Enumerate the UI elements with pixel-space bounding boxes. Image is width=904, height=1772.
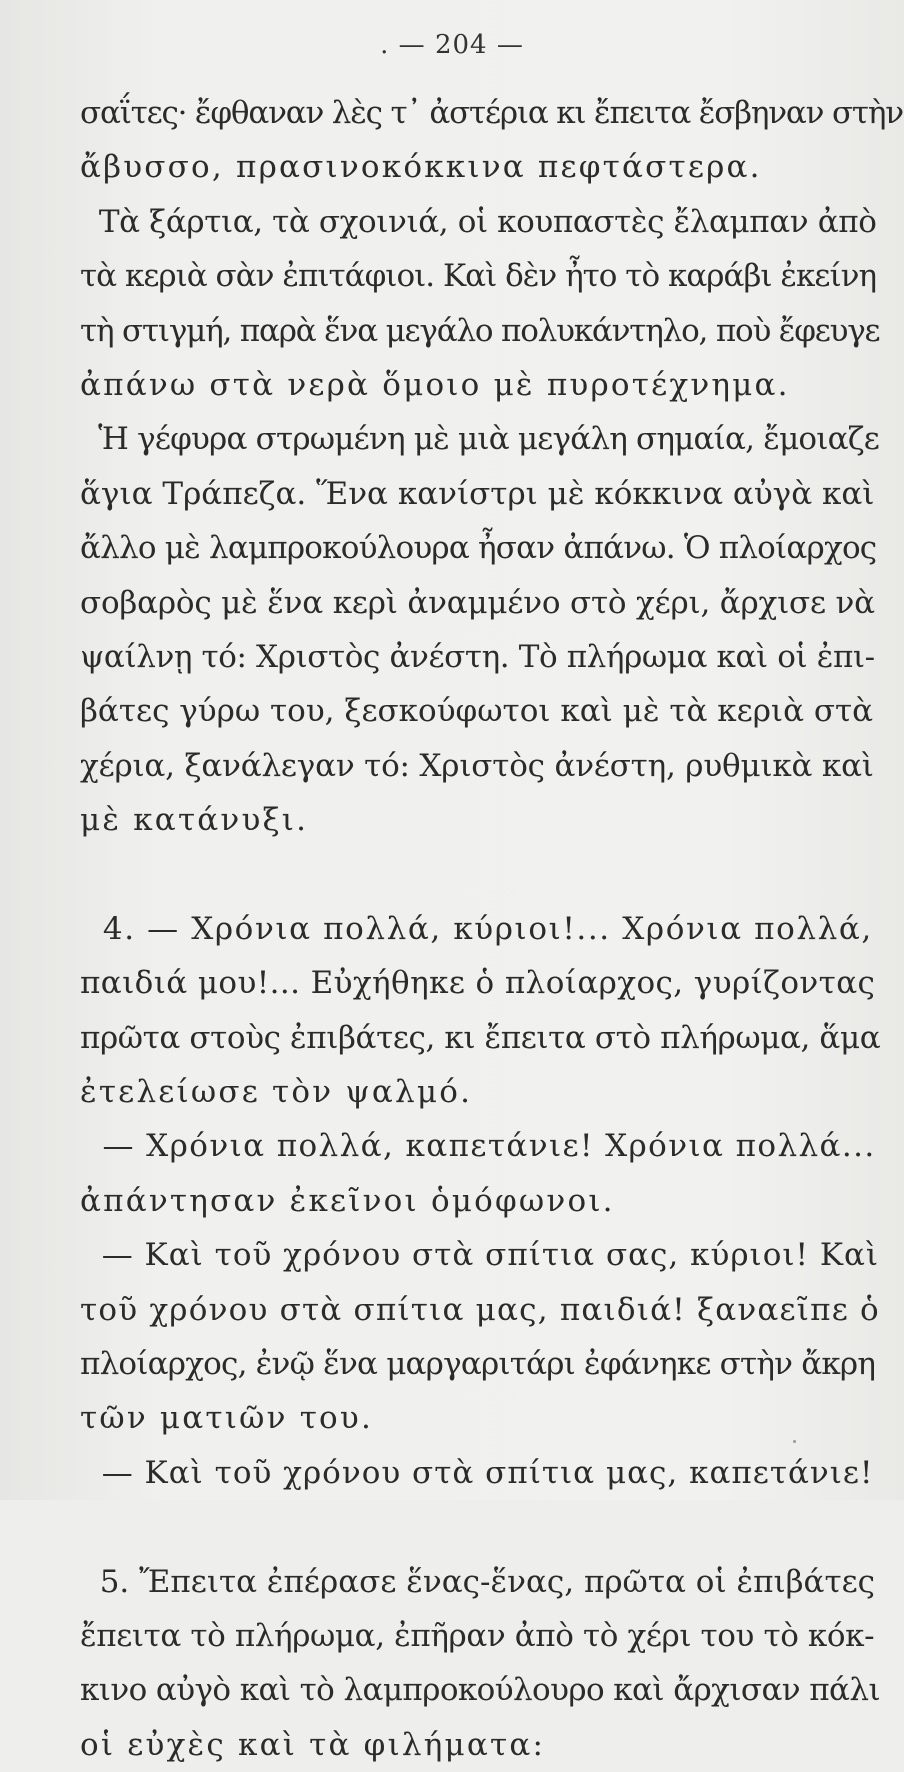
text-line: τοῦ χρόνου στὰ σπίτια μας, παιδιά! ξαναεῖπε ὁ <box>80 1291 880 1328</box>
text-line: ἄβυσσο, πρασινοκόκκινα πεφτάστερα. <box>80 149 762 186</box>
text-line: πλοίαρχος, ἐνῷ ἕνα μαργαριτάρι ἐφάνηκε στὴν ἄκρη <box>80 1345 876 1382</box>
paragraph-gap <box>80 1500 880 1554</box>
text-line: ἐτελείωσε τὸν ψαλμό. <box>80 1074 473 1111</box>
text-line: Τὰ ξάρτια, τὰ σχοινιά, οἱ κουπαστὲς ἔλαμπαν ἀπὸ <box>80 203 877 240</box>
text-line: — Καὶ τοῦ χρόνου στὰ σπίτια σας, κύριοι! Καὶ <box>80 1237 880 1274</box>
text-line: ἀπάντησαν ἐκεῖνοι ὁμόφωνοι. <box>80 1182 615 1219</box>
text-line: μὲ κατάνυξι. <box>80 802 309 839</box>
text-line: τὰ κεριὰ σὰν ἐπιτάφιοι. Καὶ δὲν ἦτο τὸ καράβι ἐκείνη <box>80 258 877 295</box>
text-line: οἱ εὐχὲς καὶ τὰ φιλήματα: <box>80 1726 546 1763</box>
text-line: βάτες γύρω του, ξεσκούφωτοι καὶ μὲ τὰ κεριὰ στὰ <box>80 693 874 730</box>
body-text <box>80 86 903 1772</box>
text-line: — Καὶ τοῦ χρόνου στὰ σπίτια μας, καπετάνιε! <box>80 1454 874 1491</box>
text-line: τὴ στιγμή, παρὰ ἕνα μεγάλο πολυκάντηλο, ποὺ ἔφευγε <box>80 312 880 349</box>
text-line: ἅγια Τράπεζα. Ἕνα κανίστρι μὲ κόκκινα αὐγὰ καὶ <box>80 475 875 512</box>
text-line: τῶν ματιῶν του. <box>80 1400 374 1437</box>
text-line: πρῶτα στοὺς ἐπιβάτες, κι ἔπειτα στὸ πλήρωμα, ἅμα <box>80 1019 881 1056</box>
text-line: χέρια, ξανάλεγαν τό: Χριστὸς ἀνέστη, ρυθμικὰ καὶ <box>80 747 874 784</box>
page-number: . — 204 — <box>380 30 524 60</box>
text-line: ἀπάνω στὰ νερὰ ὅμοιο μὲ πυροτέχνημα. <box>80 366 790 403</box>
text-line: 5. Ἔπειτα ἐπέρασε ἕνας-ἕνας, πρῶτα οἱ ἐπιβάτες <box>80 1563 876 1600</box>
text-line: 4. — Χρόνια πολλά, κύριοι!... Χρόνια πολλά, <box>80 910 873 947</box>
text-line: Ἡ γέφυρα στρωμένη μὲ μιὰ μεγάλη σημαία, ἔμοιαζε <box>80 421 880 458</box>
text-line: ψαίλνῃ τό: Χριστὸς ἀνέστη. Τὸ πλήρωμα καὶ οἱ ἐπι- <box>80 638 875 675</box>
paper-speck <box>793 1440 796 1443</box>
text-line: ἄλλο μὲ λαμπροκούλουρα ἦσαν ἀπάνω. Ὁ πλοίαρχος <box>80 530 877 567</box>
text-line: ἔπειτα τὸ πλήρωμα, ἐπῆραν ἀπὸ τὸ χέρι του τὸ κόκ- <box>80 1617 875 1654</box>
text-line: παιδιά μου!... Εὐχήθηκε ὁ πλοίαρχος, γυρίζοντας <box>80 965 876 1002</box>
text-line: σαΐτες· ἔφθαναν λὲς τ᾽ ἀστέρια κι ἔπειτα ἔσβηναν στὴν <box>80 95 903 131</box>
text-line: — Χρόνια πολλά, καπετάνιε! Χρόνια πολλά... <box>80 1128 876 1165</box>
paragraph-gap <box>80 847 880 901</box>
text-line: κινο αὐγὸ καὶ τὸ λαμπροκούλουρο καὶ ἄρχισαν πάλι <box>80 1672 880 1709</box>
text-line: σοβαρὸς μὲ ἕνα κερὶ ἀναμμένο στὸ χέρι, ἄρχισε νὰ <box>80 584 875 621</box>
